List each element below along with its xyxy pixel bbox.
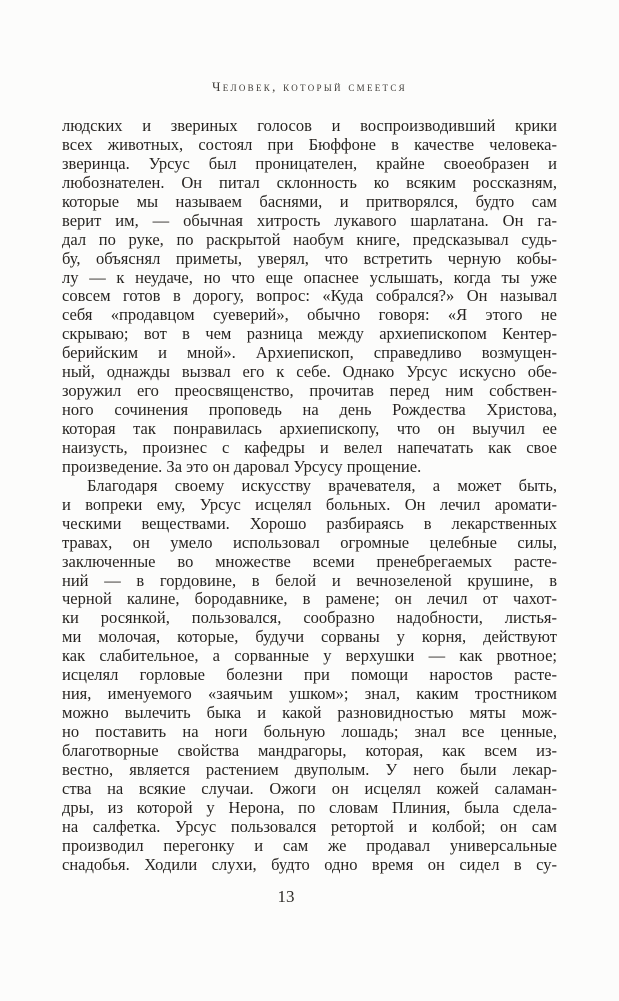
text-line: ного сочинения проповедь на день Рождества Христова, — [62, 400, 557, 420]
text-line: ния, именуемого «заячьим ушком»; знал, каким тростником — [62, 684, 557, 704]
text-line: на салфетка. Урсус пользовался ретортой и колбой; он сам — [62, 816, 557, 836]
text-line: ства на всякие случаи. Ожоги он исцелял кожей саламан- — [62, 778, 557, 798]
text-line: заключенные во множестве всеми пренебрегаемых расте- — [62, 551, 557, 571]
text-line: ческими веществами. Хорошо разбираясь в лекарственных — [62, 513, 557, 533]
text-line: Благодаря своему искусству врачевателя, а может быть, — [87, 475, 557, 495]
text-line: бу, объяснял приметы, уверял, что встретить черную кобы- — [62, 248, 557, 268]
text-line: которые мы называем баснями, и притворялся, будто сам — [62, 191, 557, 211]
text-line: исцелял горловые болезни при помощи наростов расте- — [62, 665, 557, 685]
text-line: людских и звериных голосов и воспроизводивший крики — [62, 116, 557, 135]
text-line: дры, из которой у Нерона, по словам Плиния, была сдела- — [62, 797, 557, 817]
text-line: снадобья. Ходили слухи, будто одно время он сидел в су- — [62, 854, 557, 874]
text-line: ный, однажды вызвал его к себе. Однако Урсус искусно обе- — [62, 362, 557, 382]
text-line: травах, он умело использовал огромные целебные силы, — [62, 532, 557, 552]
text-line: зверинца. Урсус был проницателен, крайне своеобразен и — [62, 153, 557, 173]
text-line: черной калине, бородавнике, в рамене; он лечил от чахот- — [62, 589, 557, 609]
running-head: Человек, который смеется — [212, 79, 407, 94]
text-block — [62, 117, 557, 875]
text-line: совсем готов в дорогу, вопрос: «Куда собрался?» Он называл — [62, 286, 557, 306]
text-line: себя «продавцом суеверий», обычно говоря: «Я этого не — [62, 305, 557, 325]
text-line: можно вылечить быка и какой разновидностью мяты мож- — [62, 703, 557, 723]
text-line: верит им, — обычная хитрость лукавого шарлатана. Он га- — [62, 210, 557, 230]
text-line: дал по руке, по раскрытой наобум книге, предсказывал судь- — [62, 229, 557, 249]
text-line: ми молочая, которые, будучи сорваны у корня, действуют — [62, 627, 557, 647]
page-number: 13 — [277, 887, 295, 906]
text-line: ний — в гордовине, в белой и вечнозеленой крушине, в — [62, 570, 557, 590]
text-line: зоружил его преосвященство, прочитав перед ним собствен- — [62, 381, 557, 401]
text-line: производил перегонку и сам же продавал универсальные — [62, 835, 557, 855]
text-line: ки росянкой, пользовался, сообразно надобности, листья- — [62, 608, 557, 628]
text-line: любознателен. Он питал склонность ко всяким россказням, — [62, 172, 557, 192]
text-line: лу — к неудаче, но что еще опаснее услышать, когда ты уже — [62, 267, 557, 287]
text-line: благотворные свойства мандрагоры, которая, как всем из- — [62, 740, 557, 760]
text-line: всех животных, состоял при Бюффоне в качестве человека- — [62, 134, 557, 154]
text-line: берийским и мной». Архиепископ, справедливо возмущен- — [62, 343, 557, 363]
text-line: скрываю; вот в чем разница между архиепископом Кентер- — [62, 324, 557, 344]
text-line: которая так понравилась архиепископу, что он выучил ее — [62, 419, 557, 438]
text-line: как слабительное, а сорванные у верхушки — как рвотное; — [62, 646, 557, 666]
text-line: но поставить на ноги больную лошадь; знал все ценные, — [62, 722, 557, 741]
text-line: вестно, является растением двуполым. У него были лекар- — [62, 759, 557, 779]
text-line: наизусть, произнес с кафедры и велел напечатать как свое — [62, 437, 557, 457]
text-line: произведение. За это он даровал Урсусу прощение. — [62, 456, 422, 476]
text-line: и вопреки ему, Урсус исцелял больных. Он лечил аромати- — [62, 494, 557, 514]
